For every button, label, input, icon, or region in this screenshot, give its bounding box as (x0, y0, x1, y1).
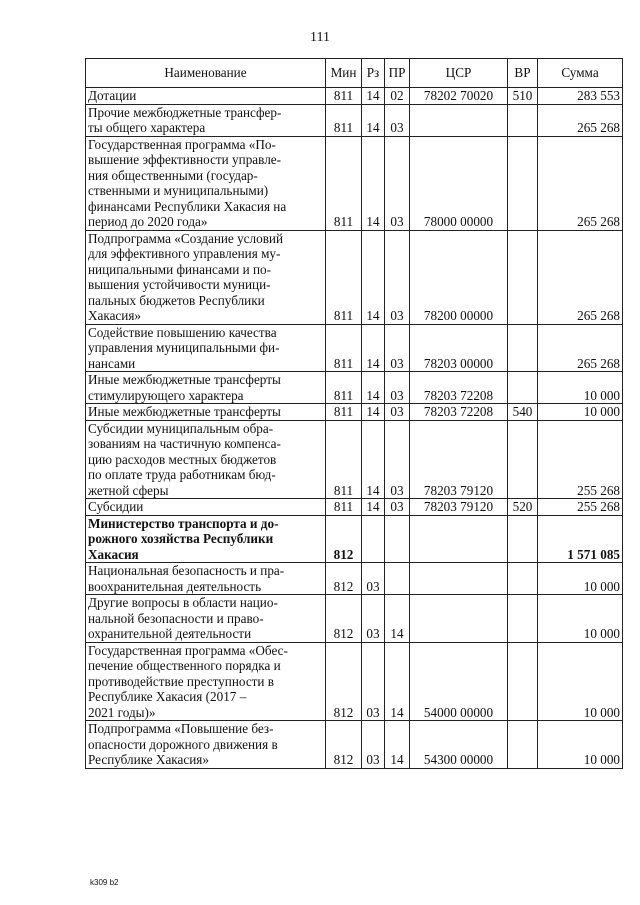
cell-csr: 78203 00000 (410, 324, 508, 372)
cell-rz: 14 (362, 88, 385, 105)
table-row (86, 404, 623, 421)
cell-name: Содействие повышению качества управления муниципальными фи- нансами (86, 324, 326, 372)
cell-pr (385, 563, 410, 595)
cell-csr (410, 515, 508, 563)
cell-sum: 265 268 (538, 136, 623, 230)
table-row (86, 104, 623, 136)
cell-min: 811 (326, 372, 362, 404)
cell-vr (508, 515, 538, 563)
cell-name: Государственная программа «По- вышение эффективности управле- ния общественными (государ- ственными и муниципальными) финансами Республики Хакасия на период до 2020 года» (86, 136, 326, 230)
cell-name: Субсидии (86, 499, 326, 516)
cell-csr: 54000 00000 (410, 642, 508, 721)
table-row (86, 230, 623, 324)
cell-min: 811 (326, 136, 362, 230)
cell-rz: 03 (362, 642, 385, 721)
cell-rz: 03 (362, 721, 385, 769)
page-number: 111 (310, 30, 330, 45)
cell-name: Дотации (86, 88, 326, 105)
cell-min: 812 (326, 642, 362, 721)
cell-vr (508, 104, 538, 136)
header-csr: ЦСР (410, 59, 508, 88)
header-rz: Рз (362, 59, 385, 88)
cell-vr (508, 230, 538, 324)
cell-sum: 283 553 (538, 88, 623, 105)
cell-name: Министерство транспорта и до- рожного хозяйства Республики Хакасия (86, 515, 326, 563)
cell-name: Подпрограмма «Повышение без- опасности дорожного движения в Республике Хакасия» (86, 721, 326, 769)
cell-pr: 03 (385, 230, 410, 324)
cell-csr (410, 104, 508, 136)
cell-csr: 78203 72208 (410, 372, 508, 404)
cell-rz: 03 (362, 595, 385, 643)
cell-pr (385, 515, 410, 563)
cell-sum: 265 268 (538, 230, 623, 324)
table-row (86, 563, 623, 595)
cell-csr: 78000 00000 (410, 136, 508, 230)
table-row (86, 499, 623, 516)
cell-vr: 510 (508, 88, 538, 105)
table-row (86, 595, 623, 643)
cell-min: 811 (326, 88, 362, 105)
table-row (86, 642, 623, 721)
cell-vr (508, 372, 538, 404)
cell-pr: 14 (385, 721, 410, 769)
cell-name: Прочие межбюджетные трансфер- ты общего характера (86, 104, 326, 136)
header-min: Мин (326, 59, 362, 88)
cell-min: 812 (326, 721, 362, 769)
cell-min: 812 (326, 563, 362, 595)
cell-sum: 1 571 085 (538, 515, 623, 563)
table-header-row (86, 59, 623, 88)
table-row (86, 372, 623, 404)
table-row (86, 420, 623, 499)
cell-vr (508, 595, 538, 643)
cell-csr: 78202 70020 (410, 88, 508, 105)
cell-csr: 78203 79120 (410, 420, 508, 499)
header-name: Наименование (86, 59, 326, 88)
cell-rz: 14 (362, 420, 385, 499)
cell-csr: 78200 00000 (410, 230, 508, 324)
cell-sum: 10 000 (538, 372, 623, 404)
cell-sum: 10 000 (538, 642, 623, 721)
cell-vr (508, 136, 538, 230)
cell-pr: 03 (385, 136, 410, 230)
header-sum: Сумма (538, 59, 623, 88)
cell-rz: 14 (362, 230, 385, 324)
cell-pr: 03 (385, 420, 410, 499)
cell-vr (508, 721, 538, 769)
cell-sum: 265 268 (538, 324, 623, 372)
cell-sum: 10 000 (538, 404, 623, 421)
cell-name: Субсидии муниципальным обра- зованиям на частичную компенса- цию расходов местных бюджетов по оплате труда работникам бюд- жетной сферы (86, 420, 326, 499)
cell-pr: 02 (385, 88, 410, 105)
cell-pr: 14 (385, 595, 410, 643)
cell-sum: 10 000 (538, 595, 623, 643)
table-row (86, 136, 623, 230)
table-body (86, 88, 623, 769)
cell-min: 811 (326, 420, 362, 499)
cell-sum: 265 268 (538, 104, 623, 136)
cell-name: Государственная программа «Обес- печение общественного порядка и противодействие преступности в Республике Хакасия (2017 – 2021 годы)» (86, 642, 326, 721)
cell-pr: 03 (385, 104, 410, 136)
cell-rz (362, 515, 385, 563)
cell-pr: 14 (385, 642, 410, 721)
cell-vr: 540 (508, 404, 538, 421)
table-row (86, 721, 623, 769)
header-vr: ВР (508, 59, 538, 88)
cell-min: 812 (326, 515, 362, 563)
cell-csr: 78203 79120 (410, 499, 508, 516)
cell-csr (410, 563, 508, 595)
cell-vr (508, 642, 538, 721)
cell-pr: 03 (385, 499, 410, 516)
cell-min: 811 (326, 104, 362, 136)
cell-vr (508, 420, 538, 499)
cell-name: Подпрограмма «Создание условий для эффективного управления му- ниципальными финансами и по- вышения устойчивости муници- пальных бюджетов Республики Хакасия» (86, 230, 326, 324)
cell-rz: 14 (362, 404, 385, 421)
cell-min: 811 (326, 499, 362, 516)
cell-sum: 255 268 (538, 420, 623, 499)
cell-csr: 54300 00000 (410, 721, 508, 769)
table-row (86, 88, 623, 105)
cell-pr: 03 (385, 372, 410, 404)
cell-name: Иные межбюджетные трансферты стимулирующего характера (86, 372, 326, 404)
cell-sum: 255 268 (538, 499, 623, 516)
cell-rz: 14 (362, 104, 385, 136)
footer-code: k309 b2 (90, 878, 119, 887)
cell-pr: 03 (385, 324, 410, 372)
cell-rz: 14 (362, 499, 385, 516)
header-pr: ПР (385, 59, 410, 88)
table-row (86, 515, 623, 563)
cell-csr: 78203 72208 (410, 404, 508, 421)
cell-min: 811 (326, 404, 362, 421)
cell-sum: 10 000 (538, 563, 623, 595)
cell-name: Национальная безопасность и пра- воохранительная деятельность (86, 563, 326, 595)
cell-rz: 14 (362, 324, 385, 372)
cell-csr (410, 595, 508, 643)
cell-vr (508, 324, 538, 372)
cell-name: Другие вопросы в области нацио- нальной безопасности и право- охранительной деятельности (86, 595, 326, 643)
cell-name: Иные межбюджетные трансферты (86, 404, 326, 421)
cell-vr: 520 (508, 499, 538, 516)
cell-min: 811 (326, 230, 362, 324)
cell-pr: 03 (385, 404, 410, 421)
budget-table (85, 58, 623, 769)
cell-vr (508, 563, 538, 595)
table-row (86, 324, 623, 372)
cell-min: 811 (326, 324, 362, 372)
cell-sum: 10 000 (538, 721, 623, 769)
cell-rz: 14 (362, 136, 385, 230)
cell-rz: 14 (362, 372, 385, 404)
cell-min: 812 (326, 595, 362, 643)
cell-rz: 03 (362, 563, 385, 595)
